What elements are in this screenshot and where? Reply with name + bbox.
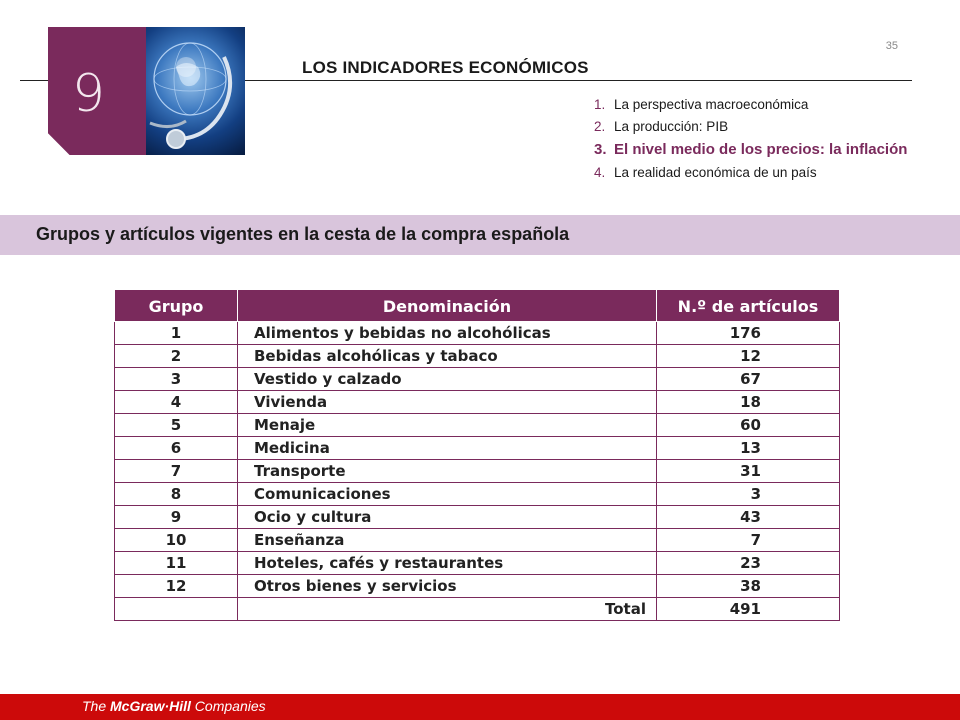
cell-articulos: 176 <box>657 322 840 345</box>
toc-item[interactable] <box>594 94 914 116</box>
cell-articulos: 3 <box>657 483 840 506</box>
toc-item-number: 4. <box>594 165 606 180</box>
table-row <box>115 529 840 552</box>
page-number: 35 <box>885 40 898 52</box>
cell-articulos: 12 <box>657 345 840 368</box>
cell-denominacion: Bebidas alcohólicas y tabaco <box>238 345 657 368</box>
table-row <box>115 437 840 460</box>
toc-item-label: La producción: PIB <box>614 119 729 134</box>
total-row <box>115 598 840 621</box>
cell-denominacion: Vivienda <box>238 391 657 414</box>
cell-denominacion: Ocio y cultura <box>238 506 657 529</box>
cell-grupo: 9 <box>115 506 238 529</box>
cell-grupo: 3 <box>115 368 238 391</box>
cell-articulos: 13 <box>657 437 840 460</box>
cell-denominacion: Alimentos y bebidas no alcohólicas <box>238 322 657 345</box>
total-value: 491 <box>657 598 840 621</box>
toc-item-label: La realidad económica de un país <box>614 165 817 180</box>
cell-grupo: 7 <box>115 460 238 483</box>
column-header-denominacion: Denominación <box>238 291 657 322</box>
toc-item-number: 2. <box>594 119 606 134</box>
cell-grupo: 11 <box>115 552 238 575</box>
chapter-toc <box>594 94 914 184</box>
cell-denominacion: Vestido y calzado <box>238 368 657 391</box>
toc-item[interactable] <box>594 116 914 138</box>
logo-the: The <box>82 698 111 714</box>
cell-articulos: 31 <box>657 460 840 483</box>
cell-grupo: 5 <box>115 414 238 437</box>
cell-articulos: 18 <box>657 391 840 414</box>
table-row <box>115 345 840 368</box>
cell-grupo: 2 <box>115 345 238 368</box>
cell-grupo: 4 <box>115 391 238 414</box>
toc-item-number: 3. <box>594 141 607 158</box>
toc-item-label: El nivel medio de los precios: la inflación <box>614 141 908 158</box>
cell-articulos: 60 <box>657 414 840 437</box>
cell-denominacion: Hoteles, cafés y restaurantes <box>238 552 657 575</box>
cell-denominacion: Enseñanza <box>238 529 657 552</box>
section-title: Grupos y artículos vigentes en la cesta de la compra española <box>36 224 570 244</box>
cell-grupo: 8 <box>115 483 238 506</box>
toc-item-label: La perspectiva macroeconómica <box>614 97 809 112</box>
cell-denominacion: Transporte <box>238 460 657 483</box>
table-row <box>115 552 840 575</box>
basket-table <box>114 290 840 621</box>
table-row <box>115 414 840 437</box>
table-row <box>115 483 840 506</box>
cell-articulos: 67 <box>657 368 840 391</box>
chapter-title: LOS INDICADORES ECONÓMICOS <box>302 58 589 77</box>
cell-denominacion: Medicina <box>238 437 657 460</box>
column-header-grupo: Grupo <box>115 291 238 322</box>
cell-grupo: 6 <box>115 437 238 460</box>
table-row <box>115 506 840 529</box>
cell-articulos: 43 <box>657 506 840 529</box>
cell-grupo: 12 <box>115 575 238 598</box>
table-row <box>115 575 840 598</box>
cell-grupo: 1 <box>115 322 238 345</box>
total-label: Total <box>238 598 657 621</box>
cell-grupo: 10 <box>115 529 238 552</box>
toc-item[interactable] <box>594 162 914 184</box>
logo-companies: Companies <box>190 698 266 714</box>
total-empty-cell <box>115 598 238 621</box>
table-row <box>115 322 840 345</box>
table-row <box>115 460 840 483</box>
logo-brand: McGraw·Hill <box>110 698 191 714</box>
table-row <box>115 368 840 391</box>
cell-denominacion: Comunicaciones <box>238 483 657 506</box>
table-body <box>115 322 840 598</box>
cell-articulos: 38 <box>657 575 840 598</box>
table-row <box>115 391 840 414</box>
cell-denominacion: Otros bienes y servicios <box>238 575 657 598</box>
cell-articulos: 23 <box>657 552 840 575</box>
publisher-logo <box>82 698 266 714</box>
chapter-number: 9 <box>72 64 106 124</box>
toc-item-number: 1. <box>594 97 606 112</box>
column-header-articulos: N.º de artículos <box>657 291 840 322</box>
globe-stethoscope-icon <box>146 27 245 155</box>
cell-denominacion: Menaje <box>238 414 657 437</box>
table-header-row <box>115 291 840 322</box>
toc-item-active[interactable] <box>594 138 914 162</box>
cell-articulos: 7 <box>657 529 840 552</box>
